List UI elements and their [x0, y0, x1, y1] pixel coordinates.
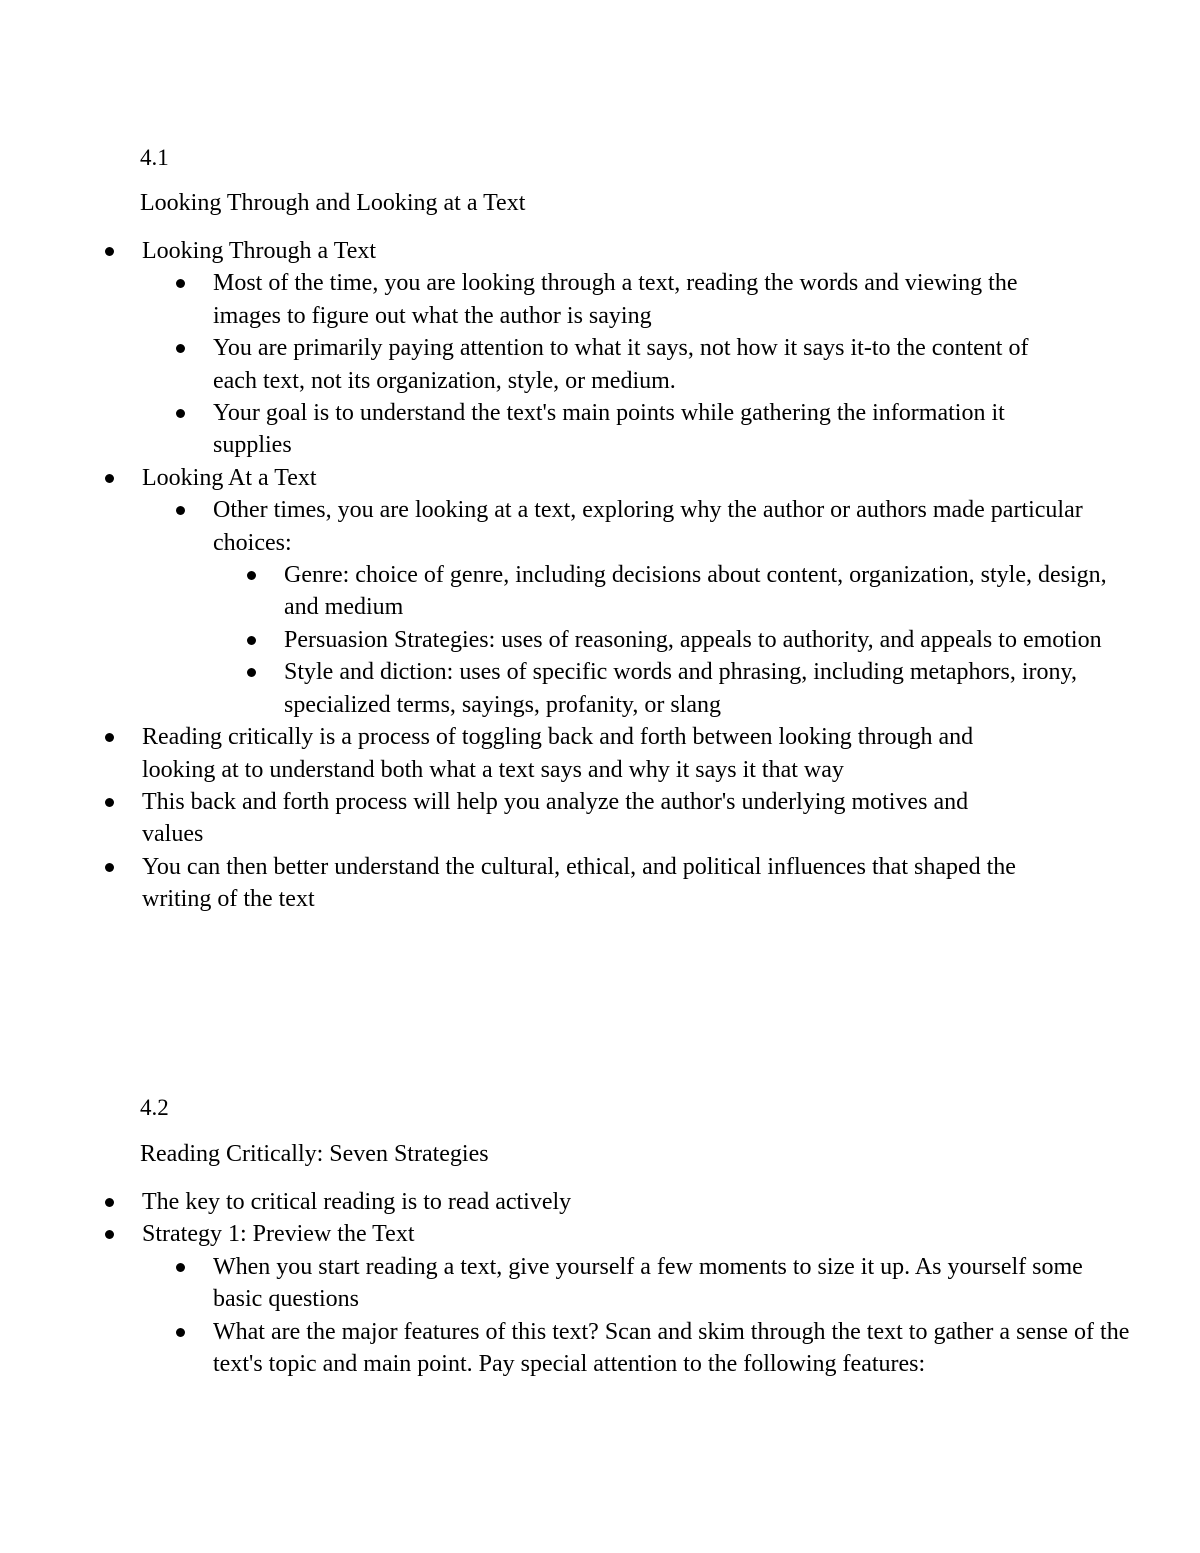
bullet-icon — [176, 1328, 185, 1337]
bullet-icon — [105, 863, 114, 872]
list-item-text: Looking Through a Text — [142, 238, 377, 264]
section-title: Reading Critically: Seven Strategies — [140, 1141, 489, 1167]
list-item — [0, 1218, 1060, 1250]
bullet-icon — [247, 668, 256, 677]
bullet-icon — [247, 571, 256, 580]
list-item — [0, 721, 1042, 786]
list-item-text: The key to critical reading is to read actively — [142, 1189, 572, 1215]
list-item — [0, 267, 1073, 332]
list-item — [0, 656, 1184, 721]
bullet-icon — [105, 1198, 114, 1207]
list-item-text: You are primarily paying attention to what it says, not how it says it-to the content of each text, not its organization, style, or medium. — [213, 335, 1029, 394]
list-item-text: This back and forth process will help you analyze the author's underlying motives and values — [142, 788, 969, 848]
list-item-text: Persuasion Strategies: uses of reasoning, appeals to authority, and appeals to emotion — [284, 626, 1102, 653]
bullet-icon — [176, 506, 185, 515]
bullet-icon — [176, 344, 185, 353]
list-item — [0, 332, 1073, 397]
section-number: 4.1 — [140, 145, 169, 170]
bullet-icon — [176, 409, 185, 418]
list-item — [0, 624, 1144, 656]
bullet-icon — [105, 733, 114, 742]
bullet-icon — [176, 279, 185, 288]
bullet-icon — [176, 1263, 185, 1272]
section-title: Looking Through and Looking at a Text — [140, 190, 526, 216]
list-item-text: Genre: choice of genre, including decisions about content, organization, style, design, and medium — [284, 562, 1107, 621]
list-item — [0, 235, 1060, 267]
list-item — [0, 1316, 1133, 1381]
bullet-icon — [247, 636, 256, 645]
list-item — [0, 494, 1133, 559]
list-item — [0, 462, 1060, 494]
list-item-text: Reading critically is a process of toggling back and forth between looking through and looking at to understand both what a text says and why it says it that way — [142, 724, 974, 783]
list-item-text: Most of the time, you are looking through a text, reading the words and viewing the images to figure out what the author is saying — [213, 270, 1018, 329]
bullet-list — [140, 1186, 1130, 1380]
bullet-icon — [105, 247, 114, 256]
list-item-text: You can then better understand the cultural, ethical, and political influences that shaped the writing of the text — [142, 853, 1016, 913]
list-item — [0, 397, 1033, 462]
list-item-text: What are the major features of this text? Scan and skim through the text to gather a sense of the text's topic and main point. Pay special attention to the following features: — [213, 1318, 1130, 1378]
list-item-text: When you start reading a text, give yourself a few moments to size it up. As yourself some basic questions — [213, 1253, 1083, 1313]
list-item — [0, 851, 1042, 916]
list-item-text: Looking At a Text — [142, 464, 317, 491]
bullet-icon — [105, 1230, 114, 1239]
list-item — [0, 786, 1002, 851]
section-number: 4.2 — [140, 1095, 169, 1120]
bullet-list — [140, 235, 1107, 916]
list-item-text: Style and diction: uses of specific words and phrasing, including metaphors, irony, specialized terms, sayings, profanity, or slang — [284, 659, 1077, 718]
list-item-text: Your goal is to understand the text's main points while gathering the information it supplies — [213, 400, 1005, 459]
list-item — [0, 1251, 1113, 1316]
list-item — [0, 1186, 1060, 1218]
list-item-text: Other times, you are looking at a text, exploring why the author or authors made particular choices: — [213, 497, 1083, 556]
list-item — [0, 559, 1144, 624]
bullet-icon — [105, 474, 114, 483]
list-item-text: Strategy 1: Preview the Text — [142, 1221, 415, 1248]
bullet-icon — [105, 798, 114, 807]
